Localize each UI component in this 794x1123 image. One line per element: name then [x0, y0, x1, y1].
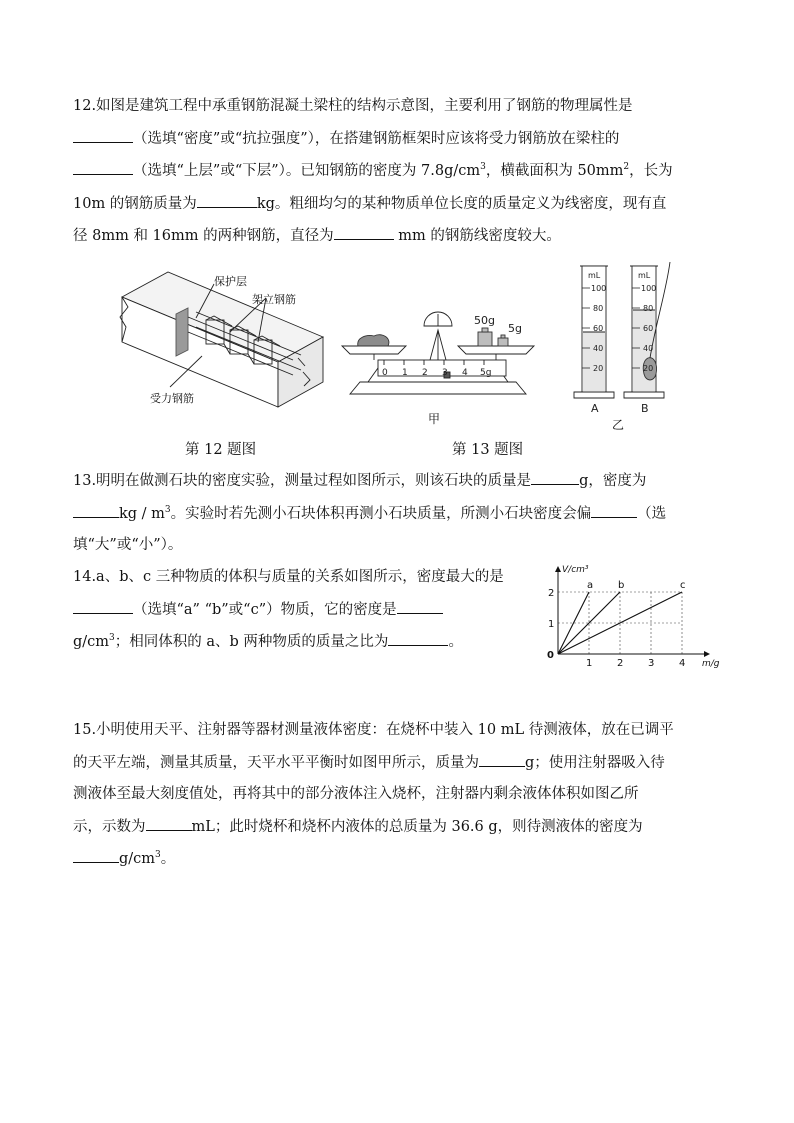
x-tick-label: 4	[679, 658, 686, 669]
y-axis-label: V/cm³	[562, 565, 589, 575]
y-tick-label: 1	[548, 619, 555, 630]
x-axis-arrow	[704, 651, 710, 657]
answer-blank[interactable]	[197, 193, 257, 208]
q15-line4: 示，示数为 mL；此时烧杯和烧杯内液体的总质量为 36.6 g，则待测液体的密度为	[73, 816, 643, 837]
scale-tick: 4	[462, 368, 468, 378]
scale-tick: 1	[402, 368, 408, 378]
cyl-b-tick: 100	[641, 284, 657, 293]
origin-label: 0	[547, 650, 554, 661]
label-protective-layer: 保护层	[214, 275, 247, 288]
q12-line5: 径 8mm 和 16mm 的两种钢筋，直径为 mm 的钢筋线密度较大。	[73, 225, 561, 246]
answer-blank[interactable]	[73, 599, 133, 614]
q12-line1: 12.如图是建筑工程中承重钢筋混凝土梁柱的结构示意图，主要利用了钢筋的物理属性是	[73, 98, 633, 114]
q15-line3: 测液体至最大刻度值处，再将其中的部分液体注入烧杯，注射器内剩余液体体积如图乙所	[73, 786, 639, 802]
cyl-a-tick: 40	[593, 344, 604, 353]
answer-blank[interactable]	[388, 631, 448, 646]
cylinder-a-label: A	[591, 402, 599, 415]
q14-line2: （选填“a” “b”或“c”）物质，它的密度是	[73, 599, 443, 620]
label-frame-rebar: 架立钢筋	[252, 293, 296, 306]
cyl-a-tick: 100	[591, 284, 607, 293]
q13-line1: 13.明明在做测石块的密度实验，测量过程如图所示，则该石块的质量是 g，密度为	[73, 470, 646, 491]
answer-blank[interactable]	[591, 503, 637, 518]
q13-line2: kg / $m^3$。实验时若先测小石块体积再测小石块质量，所测小石块密度会偏 （选	[73, 503, 666, 524]
answer-blank[interactable]	[73, 128, 133, 143]
scale-tick: 0	[382, 368, 388, 378]
scale-tick: 2	[422, 368, 428, 378]
scale-tick: 3	[442, 368, 448, 378]
scale-tick: 5g	[480, 368, 492, 378]
cylinders-figure	[566, 262, 686, 422]
answer-blank[interactable]	[73, 848, 119, 863]
q15-line2: 的天平左端，测量其质量，天平水平平衡时如图甲所示，质量为 g；使用注射器吸入待	[73, 752, 665, 773]
cyl-a-tick: 20	[593, 364, 604, 373]
caption-fig13: 第 13 题图	[452, 442, 524, 458]
q12-line3: （选填“上层”或“下层”）。已知钢筋的密度为 $7.8g/cm^3$，横截面积为 $50mm^2$，长为	[73, 160, 673, 181]
weight-5g-label: 5g	[508, 322, 522, 335]
label-jia: 甲	[428, 412, 441, 426]
cyl-b-tick: 20	[643, 364, 654, 373]
cyl-a-tick: 80	[593, 304, 604, 313]
cyl-b-tick: 80	[643, 304, 654, 313]
series-label-b: b	[618, 580, 625, 591]
q13-line3: 填“大”或“小”）。	[73, 537, 183, 553]
x-axis-label: m/g	[702, 659, 720, 669]
x-tick-label: 2	[617, 658, 624, 669]
cyl-b-tick: 40	[643, 344, 654, 353]
series-label-c: c	[680, 580, 686, 591]
answer-blank[interactable]	[73, 503, 119, 518]
y-axis-arrow	[555, 566, 561, 572]
answer-blank[interactable]	[531, 470, 579, 485]
label-yi: 乙	[612, 418, 625, 432]
answer-blank[interactable]	[146, 816, 192, 831]
answer-blank[interactable]	[73, 160, 133, 175]
q14-line1: 14.a、b、c 三种物质的体积与质量的关系如图所示，密度最大的是	[73, 569, 504, 585]
cylinder-b-unit: mL	[638, 271, 651, 280]
answer-blank[interactable]	[334, 225, 394, 240]
cylinder-b-label: B	[641, 402, 649, 415]
balance-figure	[338, 302, 538, 412]
q14-line3: $g/cm^3$；相同体积的 a、b 两种物质的质量之比为 。	[73, 633, 463, 650]
cyl-a-tick: 60	[593, 324, 604, 333]
q12-line4: 10m 的钢筋质量为 kg。粗细均匀的某种物质单位长度的质量定义为线密度，现有直	[73, 193, 666, 214]
answer-blank[interactable]	[479, 752, 525, 767]
q15-line5: $g/cm^3$。	[73, 848, 175, 869]
cyl-b-tick: 60	[643, 324, 654, 333]
series-label-a: a	[587, 580, 594, 591]
caption-fig12: 第 12 题图	[185, 442, 257, 458]
label-stressed-rebar: 受力钢筋	[150, 392, 194, 405]
q12-line2: （选填“密度”或“抗拉强度”），在搭建钢筋框架时应该将受力钢筋放在梁柱的	[73, 128, 619, 149]
volume-mass-chart	[538, 562, 728, 672]
weight-50g-label: 50g	[474, 314, 495, 327]
x-tick-label: 3	[648, 658, 655, 669]
y-tick-label: 2	[548, 588, 555, 599]
q15-line1: 15.小明使用天平、注射器等器材测量液体密度：在烧杯中装入 10 mL 待测液体，放在已调平	[73, 722, 674, 738]
cylinder-a-unit: mL	[588, 271, 601, 280]
answer-blank[interactable]	[397, 599, 443, 614]
x-tick-label: 1	[586, 658, 593, 669]
